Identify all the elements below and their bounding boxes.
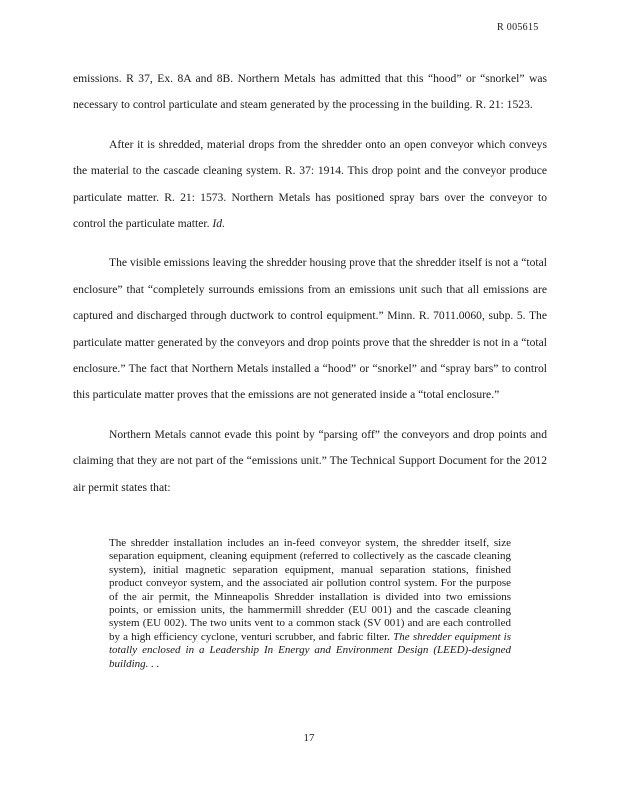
paragraph-total-enclosure: The visible emissions leaving the shredder housing prove that the shredder itself is not a “total enclosure” that “completely surrounds emissions from an emissions unit such that all emissions are captured and discharged through ductwork to control equipment.” Minn. R. 7011.0060, subp. 5. The particulate matter generated by the conveyors and drop points prove that the shredder is not in a “total enclosure.” The fact that Northern Metals installed a “hood” or “snorkel” and “spray bars” to control this particulate matter proves that the emissions are not generated inside a “total enclosure.” [73,256,547,402]
block-quote-emphasis: The shredder equipment is totally enclosed in a Leadership In Energy and Environment Design (LEED)-designed building. . . [109,630,511,670]
block-quote-text: The shredder installation includes an in-feed conveyor system, the shredder itself, size separation equipment, cleaning equipment (referred to collectively as the cascade cleaning system), initial magnetic separation equipment, manual separation stations, finished product conveyor system, and the associated air pollution control system. For the purpose of the air permit, the Minneapolis Shredder installation is divided into two emissions points, or emission units, the hammermill shredder (EU 001) and the cascade cleaning system (EU 002). The two units vent to a common stack (SV 001) and are each controlled by a high efficiency cyclone, venturi scrubber, and fabric filter. [109,537,511,643]
body-text [73,66,547,514]
paragraph-parsing-off: Northern Metals cannot evade this point by “parsing off” the conveyors and drop points and claiming that they are not part of the “emissions unit.” The Technical Support Document for the 2012 air permit states that: [73,427,547,494]
paragraph-conveyor [73,132,547,238]
paragraph-continued: emissions. R 37, Ex. 8A and 8B. Northern Metals has admitted that this “hood” or “snorkel” was necessary to control particulate and steam generated by the processing in the building. R. 21: 1523. [73,72,547,112]
bates-number: R 005615 [497,22,539,33]
paragraph-conveyor-text: After it is shredded, material drops from the shredder onto an open conveyor which conveys the material to the cascade cleaning system. R. 37: 1914. This drop point and the conveyor produce particulate matter. R. 21: 1573. Northern Metals has positioned spray bars over the conveyor to control the particulate matter. [73,137,547,231]
block-quote [109,537,511,671]
page-number: 17 [303,732,315,744]
id-citation: Id. [212,217,225,231]
